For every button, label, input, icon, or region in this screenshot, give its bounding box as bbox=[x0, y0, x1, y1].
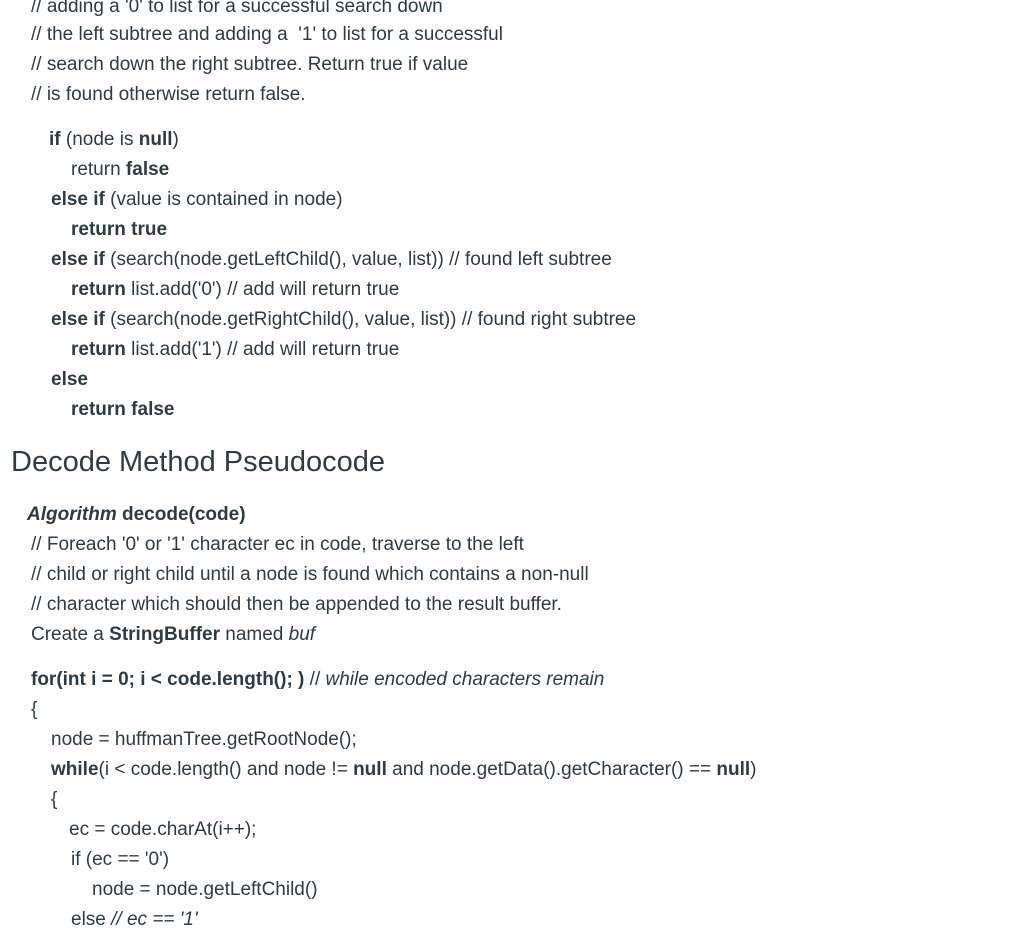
keyword-null: null bbox=[716, 759, 751, 780]
keyword-else-if: else if bbox=[51, 309, 105, 330]
create-pre: Create a bbox=[31, 624, 110, 645]
algorithm-signature bbox=[27, 503, 246, 527]
keyword-if: if bbox=[49, 129, 61, 150]
return-plain: return bbox=[71, 159, 126, 180]
create-mid: named bbox=[219, 624, 289, 645]
if-ec-line: if (ec == '0') bbox=[71, 849, 170, 870]
keyword-return-true: return true bbox=[71, 219, 168, 240]
code-return-add1 bbox=[71, 338, 399, 362]
code-return-add0 bbox=[71, 278, 399, 302]
else-ec-line bbox=[71, 908, 198, 932]
else-plain: else bbox=[71, 909, 112, 930]
keyword-return: return bbox=[71, 339, 126, 360]
code-return-true bbox=[71, 218, 167, 242]
while-cond-mid: and node.getData().getCharacter() == bbox=[386, 759, 717, 780]
keyword-else-if: else if bbox=[51, 189, 105, 210]
decode-heading: Decode Method Pseudocode bbox=[11, 446, 386, 478]
for-loop-line bbox=[31, 668, 604, 692]
if-cond-pre: (node is bbox=[60, 129, 139, 150]
decode-comment-2: // child or right child until a node is found which contains a non-null bbox=[31, 564, 589, 585]
comment-line-1: // adding a '0' to list for a successful search down bbox=[31, 0, 443, 17]
ec-assign-line: ec = code.charAt(i++); bbox=[69, 819, 257, 840]
for-loop-header: for(int i = 0; i < code.length(); ) bbox=[31, 669, 305, 690]
code-else-if-contained bbox=[51, 188, 343, 212]
code-else-if-right bbox=[51, 308, 636, 332]
decode-comment-1: // Foreach '0' or '1' character ec in code, traverse to the left bbox=[31, 534, 524, 555]
add-one: list.add('1') // add will return true bbox=[125, 339, 400, 360]
keyword-return-false: return false bbox=[71, 399, 175, 420]
keyword-else: else bbox=[51, 369, 88, 390]
comment-line-3: // search down the right subtree. Return true if value bbox=[31, 54, 469, 75]
code-else bbox=[51, 368, 88, 392]
while-cond-post: ) bbox=[750, 759, 757, 780]
node-root-line: node = huffmanTree.getRootNode(); bbox=[51, 729, 357, 750]
keyword-null: null bbox=[138, 129, 173, 150]
algorithm-keyword: Algorithm bbox=[27, 504, 117, 525]
keyword-null: null bbox=[353, 759, 387, 780]
for-comment-pre: // bbox=[304, 669, 326, 690]
add-zero: list.add('0') // add will return true bbox=[125, 279, 400, 300]
code-final-return-false bbox=[71, 398, 174, 422]
else-comment: // ec == '1' bbox=[111, 909, 198, 930]
comment-line-4: // is found otherwise return false. bbox=[31, 84, 306, 105]
class-stringbuffer: StringBuffer bbox=[109, 624, 220, 645]
for-comment: while encoded characters remain bbox=[325, 669, 605, 690]
while-line bbox=[51, 758, 757, 782]
comment-line-2: // the left subtree and adding a '1' to list for a successful bbox=[31, 24, 503, 45]
create-buffer-line bbox=[31, 623, 315, 647]
cond-right: (search(node.getRightChild(), value, list)) // found right subtree bbox=[104, 309, 637, 330]
while-cond-pre: (i < code.length() and node != bbox=[98, 759, 354, 780]
brace-open: { bbox=[31, 699, 38, 720]
cond-left: (search(node.getLeftChild(), value, list)) // found left subtree bbox=[104, 249, 612, 270]
keyword-false: false bbox=[125, 159, 170, 180]
code-else-if-left bbox=[51, 248, 612, 272]
keyword-while: while bbox=[51, 759, 99, 780]
algorithm-name: decode(code) bbox=[116, 504, 246, 525]
cond-contained: (value is contained in node) bbox=[104, 189, 343, 210]
keyword-return: return bbox=[71, 279, 126, 300]
keyword-else-if: else if bbox=[51, 249, 105, 270]
code-return-false bbox=[71, 158, 169, 182]
var-buf: buf bbox=[288, 624, 316, 645]
code-if-null bbox=[49, 128, 179, 152]
inner-brace-open: { bbox=[51, 789, 58, 810]
decode-comment-3: // character which should then be appended to the result buffer. bbox=[31, 594, 562, 615]
if-cond-post: ) bbox=[172, 129, 179, 150]
node-left-line: node = node.getLeftChild() bbox=[92, 879, 318, 900]
